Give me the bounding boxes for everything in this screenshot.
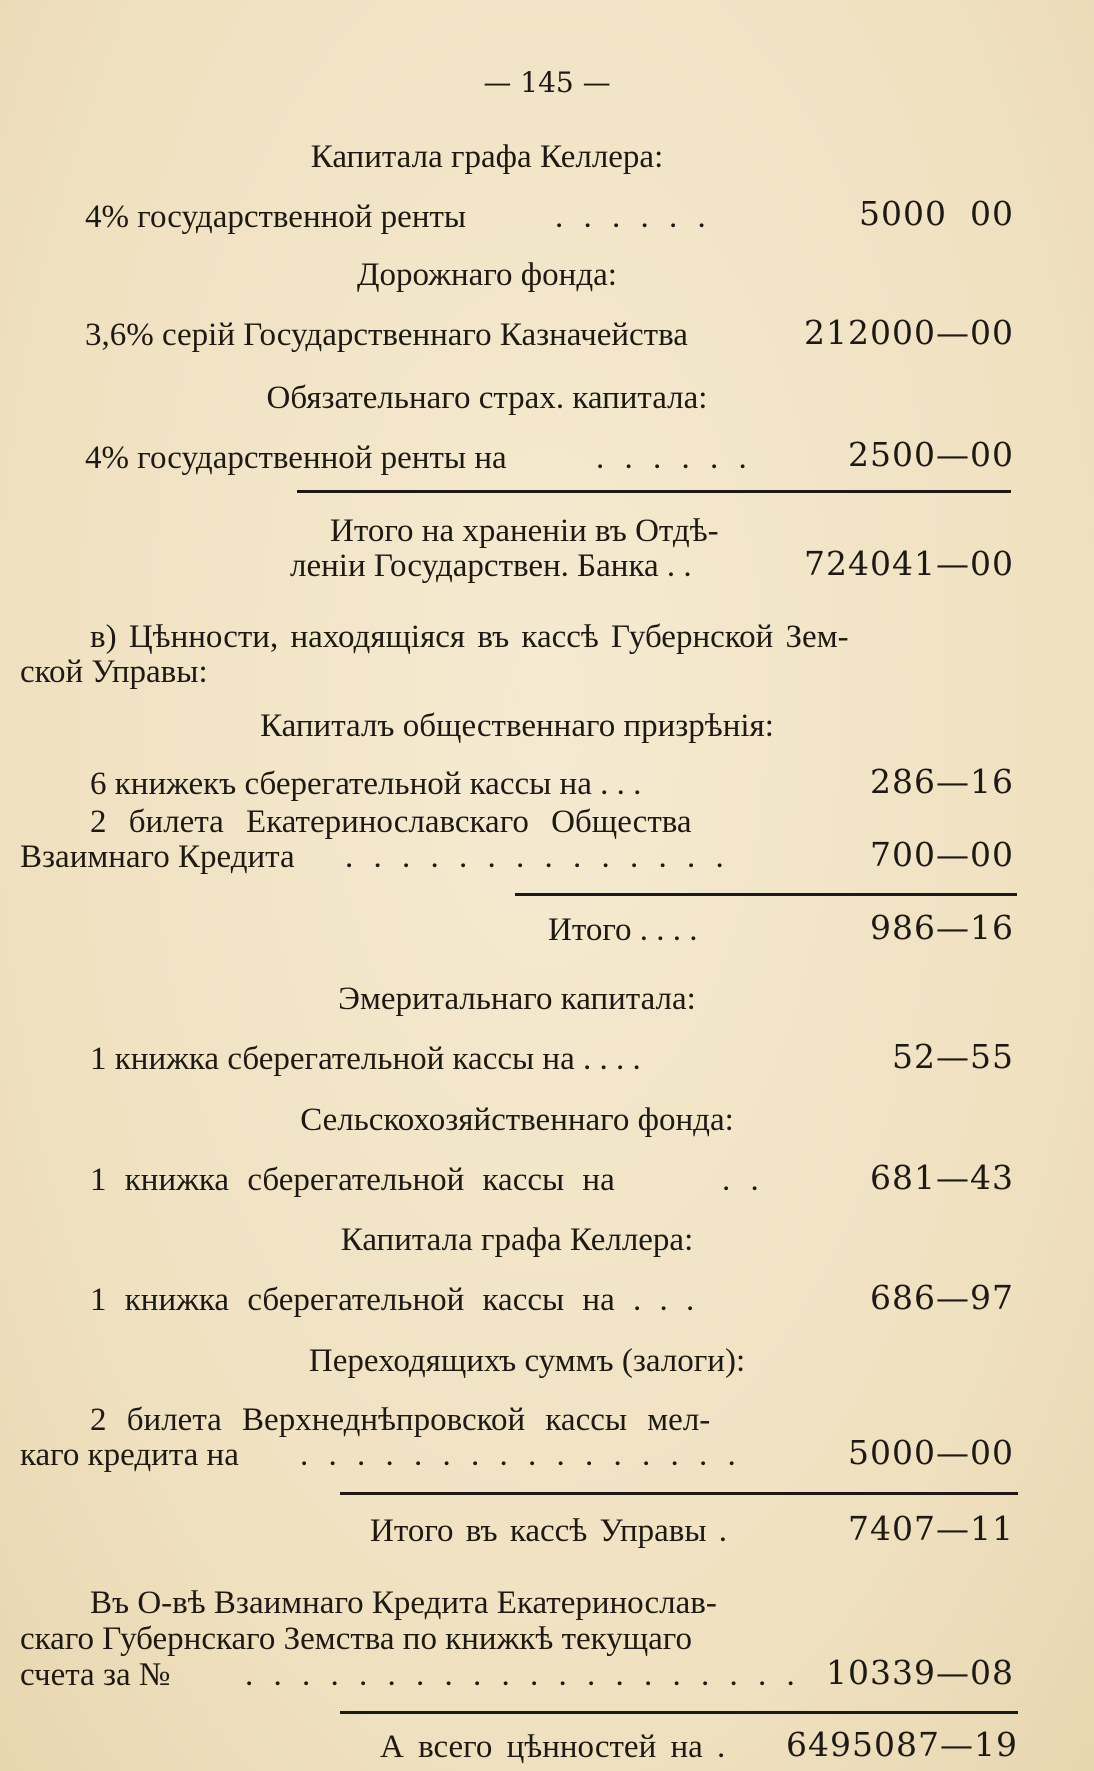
grand-total-label: А всего цѣнностей на . (380, 1729, 726, 1765)
charity-item2-amount: 700—00 (870, 835, 1014, 874)
grand-total-amount: 6495087—19 (786, 1725, 1018, 1764)
mutual-line1: Въ О-вѣ Взаимнаго Кредита Екатеринослав- (90, 1585, 717, 1621)
keller-rent-amount: 5000 00 (859, 194, 1014, 233)
insurance-dots: . . . . . . (596, 440, 753, 476)
insurance-amount: 2500—00 (848, 435, 1014, 474)
rule-cash-total (340, 1492, 1018, 1495)
emeritus-heading: Эмеритальнаго капитала: (338, 981, 696, 1017)
agri-label: 1 книжка сберегательной кассы на (90, 1162, 615, 1198)
road-series-amount: 212000—00 (804, 313, 1014, 352)
mutual-line2: скаго Губернскаго Земства по книжкѣ текущаго (20, 1621, 692, 1657)
agri-dots: . . (722, 1162, 765, 1198)
charity-total-amount: 986—16 (870, 908, 1014, 947)
transit-line2: каго кредита на (20, 1437, 239, 1473)
transit-heading: Переходящихъ суммъ (залоги): (308, 1343, 746, 1379)
bank-total-amount: 724041—00 (804, 544, 1014, 583)
insurance-label: 4% государственной ренты на (85, 440, 507, 476)
charity-item1-amount: 286—16 (870, 762, 1014, 801)
transit-dots: . . . . . . . . . . . . . . . . (300, 1437, 742, 1473)
charity-item1-label: 6 книжекъ сберегательной кассы на . . . (90, 766, 642, 802)
bank-total-line1: Итого на храненіи въ Отдѣ- (330, 513, 719, 549)
keller-rent-label: 4% государственной ренты (85, 199, 467, 235)
page-number: — 145 — (483, 66, 611, 99)
emeritus-amount: 52—55 (892, 1037, 1014, 1076)
transit-line1: 2 билета Верхнеднѣпровской кассы мел- (90, 1402, 711, 1438)
mutual-amount: 10339—08 (826, 1653, 1014, 1692)
cash-total-label: Итого въ кассѣ Управы . (370, 1513, 728, 1549)
keller-heading: Капитала графа Келлера: (310, 139, 664, 175)
road-fund-heading: Дорожнаго фонда: (357, 257, 617, 293)
rule-charity-total (515, 893, 1017, 896)
bank-total-line2: леніи Государствен. Банка . . (290, 548, 692, 584)
agri-heading: Сельскохозяйственнаго фонда: (300, 1102, 734, 1138)
road-series-label: 3,6% серій Государственнаго Казначейства (85, 317, 688, 353)
cash-intro-line2: ской Управы: (20, 654, 208, 690)
cash-intro-line1: в) Цѣнности, находящіяся въ кассѣ Губернской Зем- (90, 619, 849, 655)
emeritus-label: 1 книжка сберегательной кассы на . . . . (90, 1041, 641, 1077)
transit-amount: 5000—00 (848, 1433, 1014, 1472)
rule-bank-total (297, 490, 1011, 493)
mutual-dots: . . . . . . . . . . . . . . . . . . . . (245, 1657, 801, 1693)
charity-item2-line2: Взаимнаго Кредита (20, 839, 295, 875)
keller-rent-dots: . . . . . . (555, 199, 712, 235)
keller2-label: 1 книжка сберегательной кассы на . . . (90, 1282, 695, 1318)
keller2-amount: 686—97 (870, 1278, 1014, 1317)
keller2-heading: Капитала графа Келлера: (340, 1222, 694, 1258)
mutual-line3: счета за № (20, 1657, 171, 1693)
charity-heading: Капиталъ общественнаго призрѣнія: (260, 708, 774, 744)
charity-item2-dots: . . . . . . . . . . . . . . (345, 839, 730, 875)
agri-amount: 681—43 (870, 1158, 1014, 1197)
charity-item2-line1: 2 билета Екатеринославскаго Общества (90, 804, 692, 840)
charity-total-label: Итого . . . . (548, 912, 698, 948)
rule-grand-total (340, 1711, 1018, 1714)
cash-total-amount: 7407—11 (848, 1509, 1014, 1548)
insurance-heading: Обязательнаго страх. капитала: (266, 380, 708, 416)
